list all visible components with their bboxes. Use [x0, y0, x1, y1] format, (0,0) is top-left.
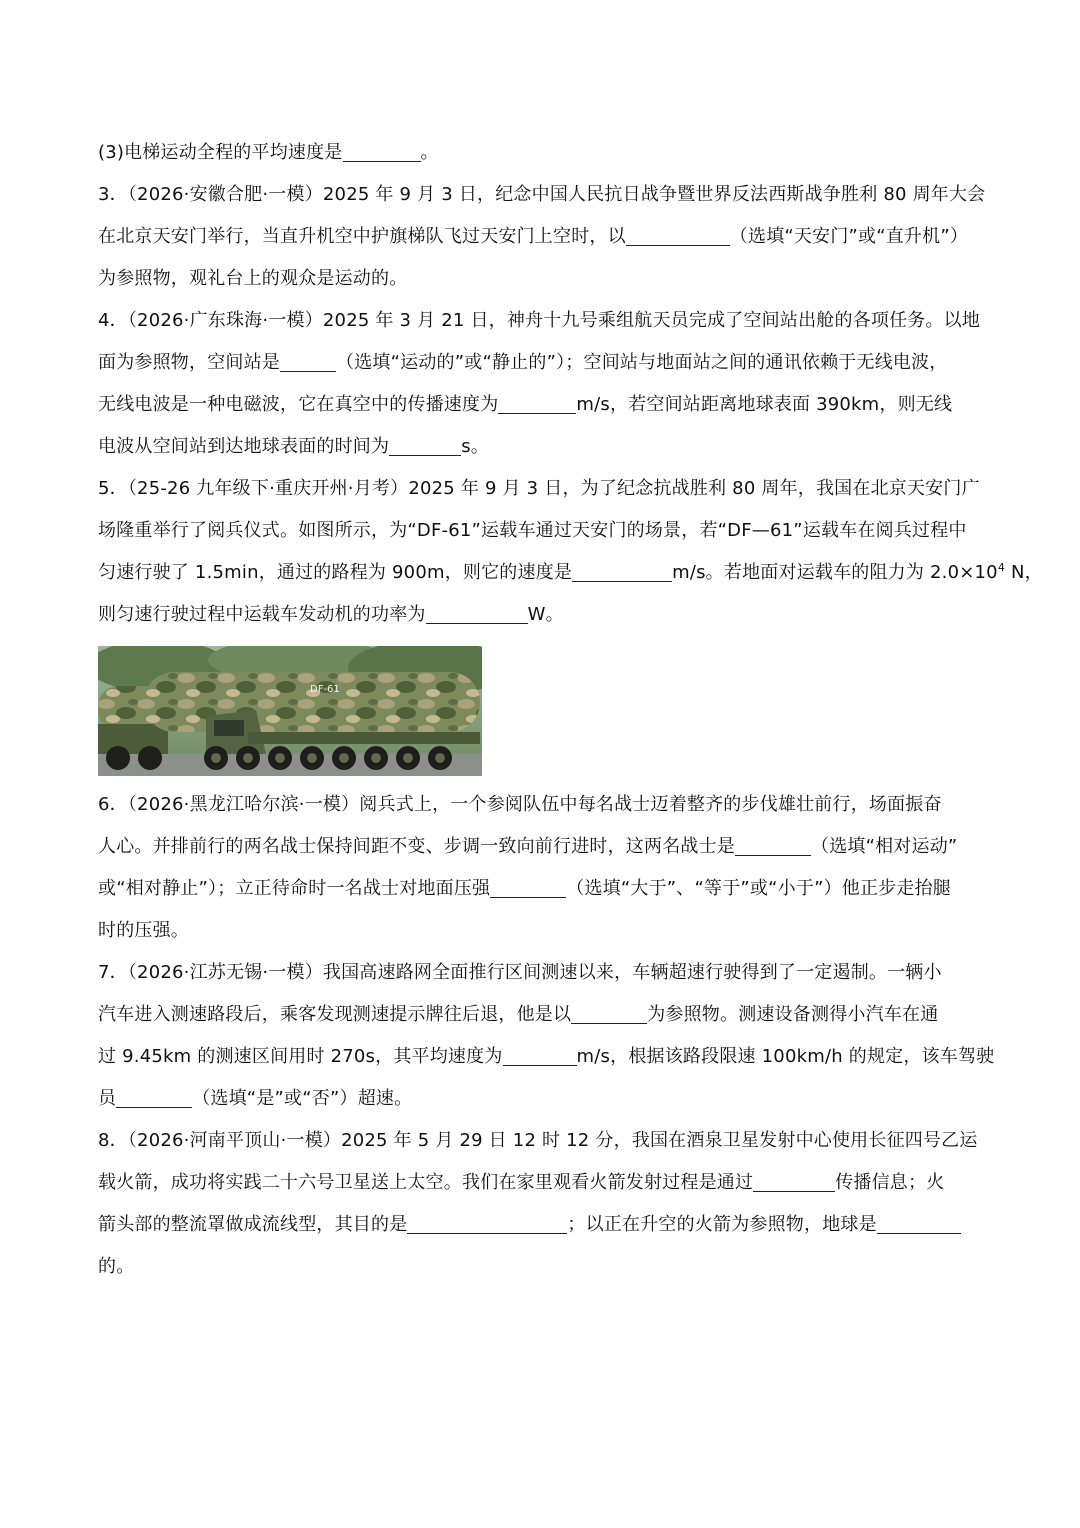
answer-blank[interactable] [407, 1213, 567, 1234]
q2-part3: (3)电梯运动全程的平均速度是 。 [98, 142, 439, 163]
q7-line3: 过 9.45km 的测速区间用时 270s，其平均速度为 m/s，根据该路段限速 100km/h 的规定，该车驾驶 [98, 1046, 995, 1067]
q3-line2: 在北京天安门举行，当直升机空中护旗梯队飞过天安门上空时，以 （选填“天安门”或“直升机”） [98, 226, 969, 247]
q8-line3: 箭头部的整流罩做成流线型，其目的是 ；以正在升空的火箭为参照物，地球是 [98, 1204, 988, 1246]
answer-blank[interactable] [343, 141, 421, 162]
q8-line2: 载火箭，成功将实践二十六号卫星送上太空。我们在家里观看火箭发射过程是通过 传播信息；火 [98, 1172, 945, 1193]
answer-blank[interactable] [503, 1045, 577, 1066]
q5-line1: 5．（25-26 九年级下·重庆开州·月考）2025 年 9 月 3 日，为了纪念抗战胜利 80 周年，我国在北京天安门广 [98, 478, 980, 499]
q4-line2: 面为参照物，空间站是 （选填“运动的”或“静止的”）；空间站与地面站之间的通讯依赖于无线电波， [98, 352, 948, 373]
df61-label: DF-61 [310, 684, 340, 695]
q7-line2: 汽车进入测速路段后，乘客发现测速提示牌往后退，他是以 为参照物。测速设备测得小汽车在通 [98, 1004, 939, 1025]
q8-line4: 的。 [98, 1256, 135, 1277]
q8-line1: 8．（2026·河南平顶山·一模）2025 年 5 月 29 日 12 时 12 分，我国在酒泉卫星发射中心使用长征四号乙运 [98, 1130, 978, 1151]
q7-line4: 员 （选填“是”或“否”）超速。 [98, 1088, 413, 1109]
answer-blank[interactable] [389, 435, 461, 456]
q5-line3: 匀速行驶了 1.5min，通过的路程为 900m，则它的速度是 m/s。若地面对运载车的阻力为 $2.0\times 10^4$ N， [98, 561, 1043, 583]
answer-blank[interactable] [426, 603, 528, 624]
answer-blank[interactable] [626, 225, 730, 246]
df61-vehicle-photo [98, 646, 482, 776]
q3-line1: 3．（2026·安徽合肥·一模）2025 年 9 月 3 日，纪念中国人民抗日战争暨世界反法西斯战争胜利 80 周年大会 [98, 184, 986, 205]
q5-line2: 场隆重举行了阅兵仪式。如图所示，为“DF-61”运载车通过天安门的场景，若“DF—61”运载车在阅兵过程中 [98, 520, 967, 541]
q4-line1: 4．（2026·广东珠海·一模）2025 年 3 月 21 日，神舟十九号乘组航天员完成了空间站出舱的各项任务。以地 [98, 310, 981, 331]
answer-blank[interactable] [571, 1003, 647, 1024]
q6-line2: 人心。并排前行的两名战士保持间距不变、步调一致向前行进时，这两名战士是 （选填“相对运动” [98, 836, 958, 857]
answer-blank[interactable] [877, 1213, 961, 1234]
answer-blank[interactable] [753, 1171, 835, 1192]
q3-line3: 为参照物，观礼台上的观众是运动的。 [98, 268, 408, 289]
answer-blank[interactable] [490, 877, 566, 898]
question-list [98, 132, 1043, 1288]
q6-line4: 时的压强。 [98, 920, 189, 941]
answer-blank[interactable] [735, 835, 811, 856]
q7-line1: 7．（2026·江苏无锡·一模）我国高速路网全面推行区间测速以来，车辆超速行驶得到了一定遏制。一辆小 [98, 962, 942, 983]
q5-line4: 则匀速行驶过程中运载车发动机的功率为 W。 [98, 604, 564, 625]
answer-blank[interactable] [280, 351, 336, 372]
q4-line4: 电波从空间站到达地球表面的时间为 s。 [98, 436, 489, 457]
answer-blank[interactable] [116, 1087, 192, 1108]
answer-blank[interactable] [498, 393, 576, 414]
answer-blank[interactable] [572, 561, 672, 582]
q6-line3: 或“相对静止”）；立正待命时一名战士对地面压强 （选填“大于”、“等于”或“小于”）他正步走抬腿 [98, 878, 951, 899]
q6-line1: 6．（2026·黑龙江哈尔滨·一模）阅兵式上，一个参阅队伍中每名战士迈着整齐的步伐雄壮前行，场面振奋 [98, 794, 942, 815]
q4-line3: 无线电波是一种电磁波，它在真空中的传播速度为 m/s，若空间站距离地球表面 390km，则无线 [98, 394, 953, 415]
